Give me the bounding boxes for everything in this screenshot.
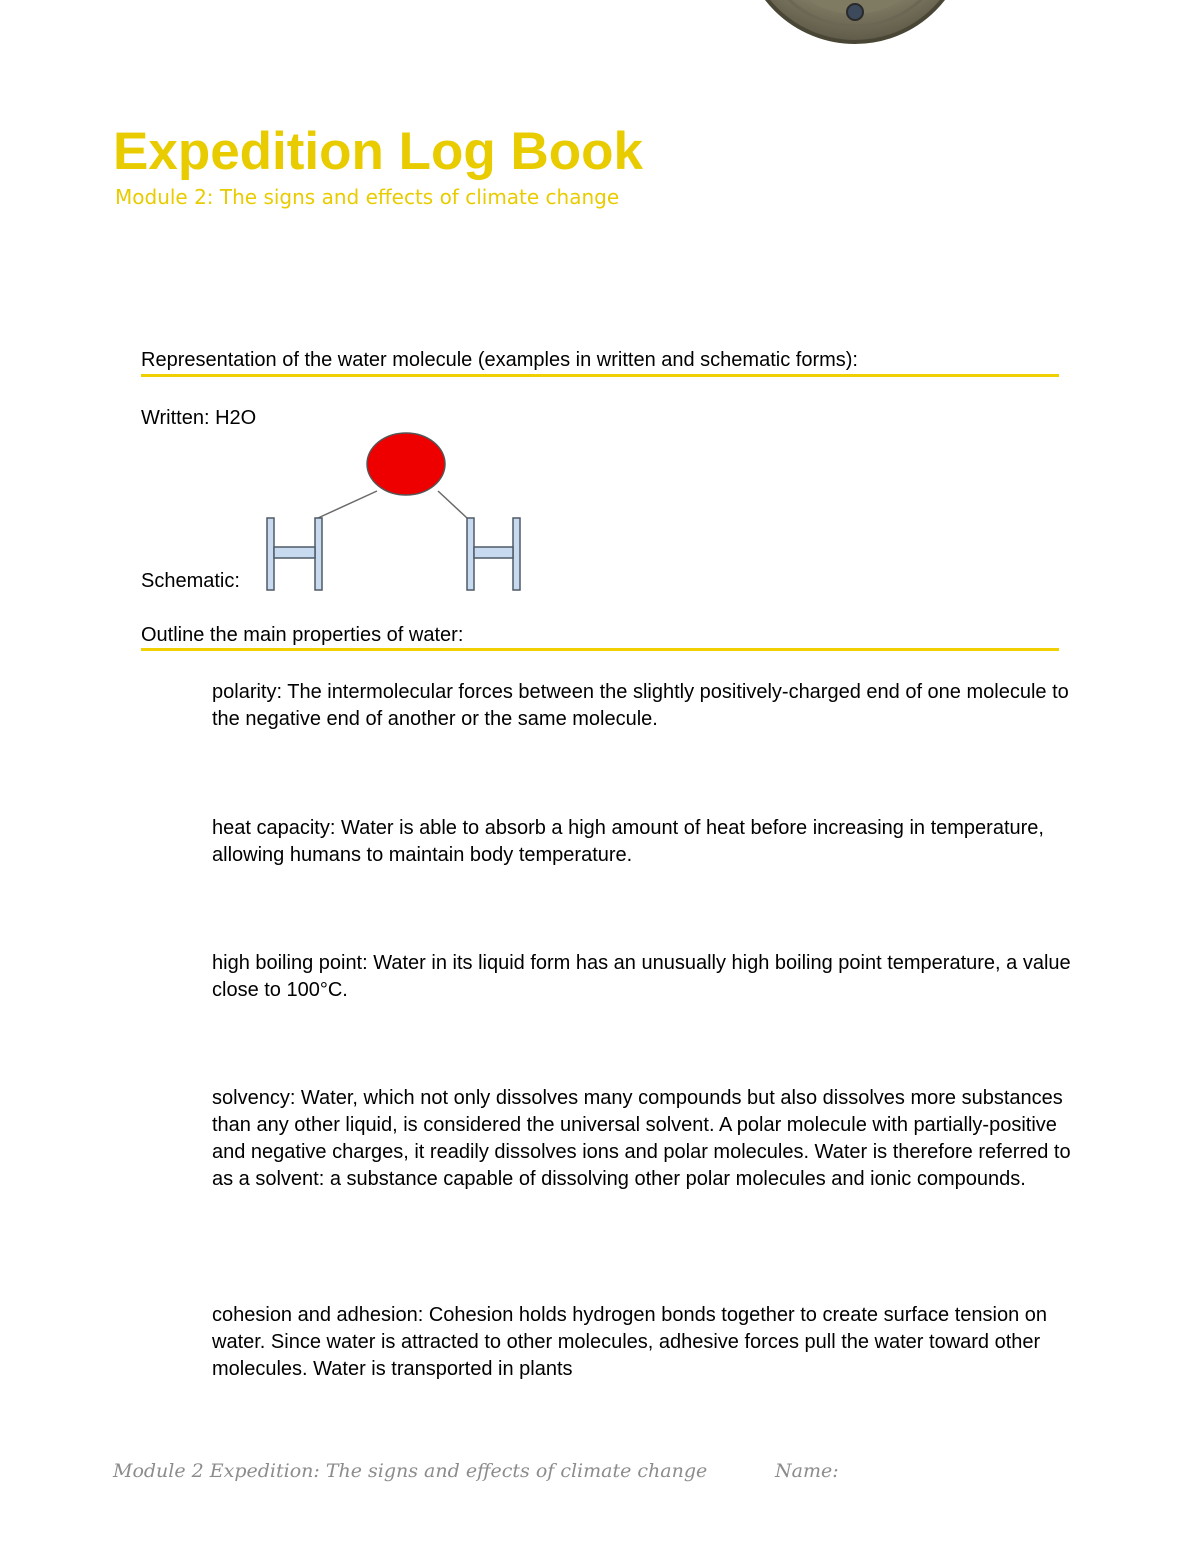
- properties-divider: [141, 648, 1059, 651]
- schematic-label: Schematic:: [141, 570, 240, 592]
- hydrogen-atom-right: [467, 518, 520, 590]
- representation-heading: Representation of the water molecule (examples in written and schematic forms):: [141, 349, 858, 371]
- property-polarity: polarity: The intermolecular forces between the slightly positively-charged end of one molecule to the negative end of another or the same molecule.: [212, 681, 1069, 730]
- bond-right: [438, 491, 467, 518]
- footer-module-text: Module 2 Expedition: The signs and effects of climate change: [113, 1460, 708, 1482]
- representation-divider: [141, 374, 1059, 377]
- oxygen-atom: [367, 433, 445, 495]
- written-formula: Written: H2O: [141, 407, 257, 429]
- property-solvency: solvency: Water, which not only dissolves many compounds but also dissolves more substances than any other liquid, is considered the universal solvent. A polar molecule with partially-positive and negative charges, it readily dissolves ions and polar molecules. Water is therefore referred to as a solvent: a substance capable of dissolving other polar molecules and ionic compounds.: [212, 1087, 1071, 1190]
- hydrogen-atom-left: [267, 518, 322, 590]
- footer-name-label: Name:: [775, 1460, 839, 1482]
- page-title: Expedition Log Book: [113, 122, 643, 181]
- water-molecule-diagram: [255, 425, 535, 600]
- property-boiling-point: high boiling point: Water in its liquid form has an unusually high boiling point temperature, a value close to 100°C.: [212, 952, 1071, 1001]
- bond-left: [318, 491, 377, 518]
- page-subtitle: Module 2: The signs and effects of climate change: [115, 185, 620, 209]
- properties-heading: Outline the main properties of water:: [141, 624, 464, 646]
- property-cohesion-adhesion: cohesion and adhesion: Cohesion holds hydrogen bonds together to create surface tension on water. Since water is attracted to other molecules, adhesive forces pull the water toward other molecules. Water is transported in plants: [212, 1304, 1048, 1380]
- porthole-icon: [740, 0, 970, 50]
- property-heat-capacity: heat capacity: Water is able to absorb a high amount of heat before increasing in temperature, allowing humans to maintain body temperature.: [212, 817, 1044, 866]
